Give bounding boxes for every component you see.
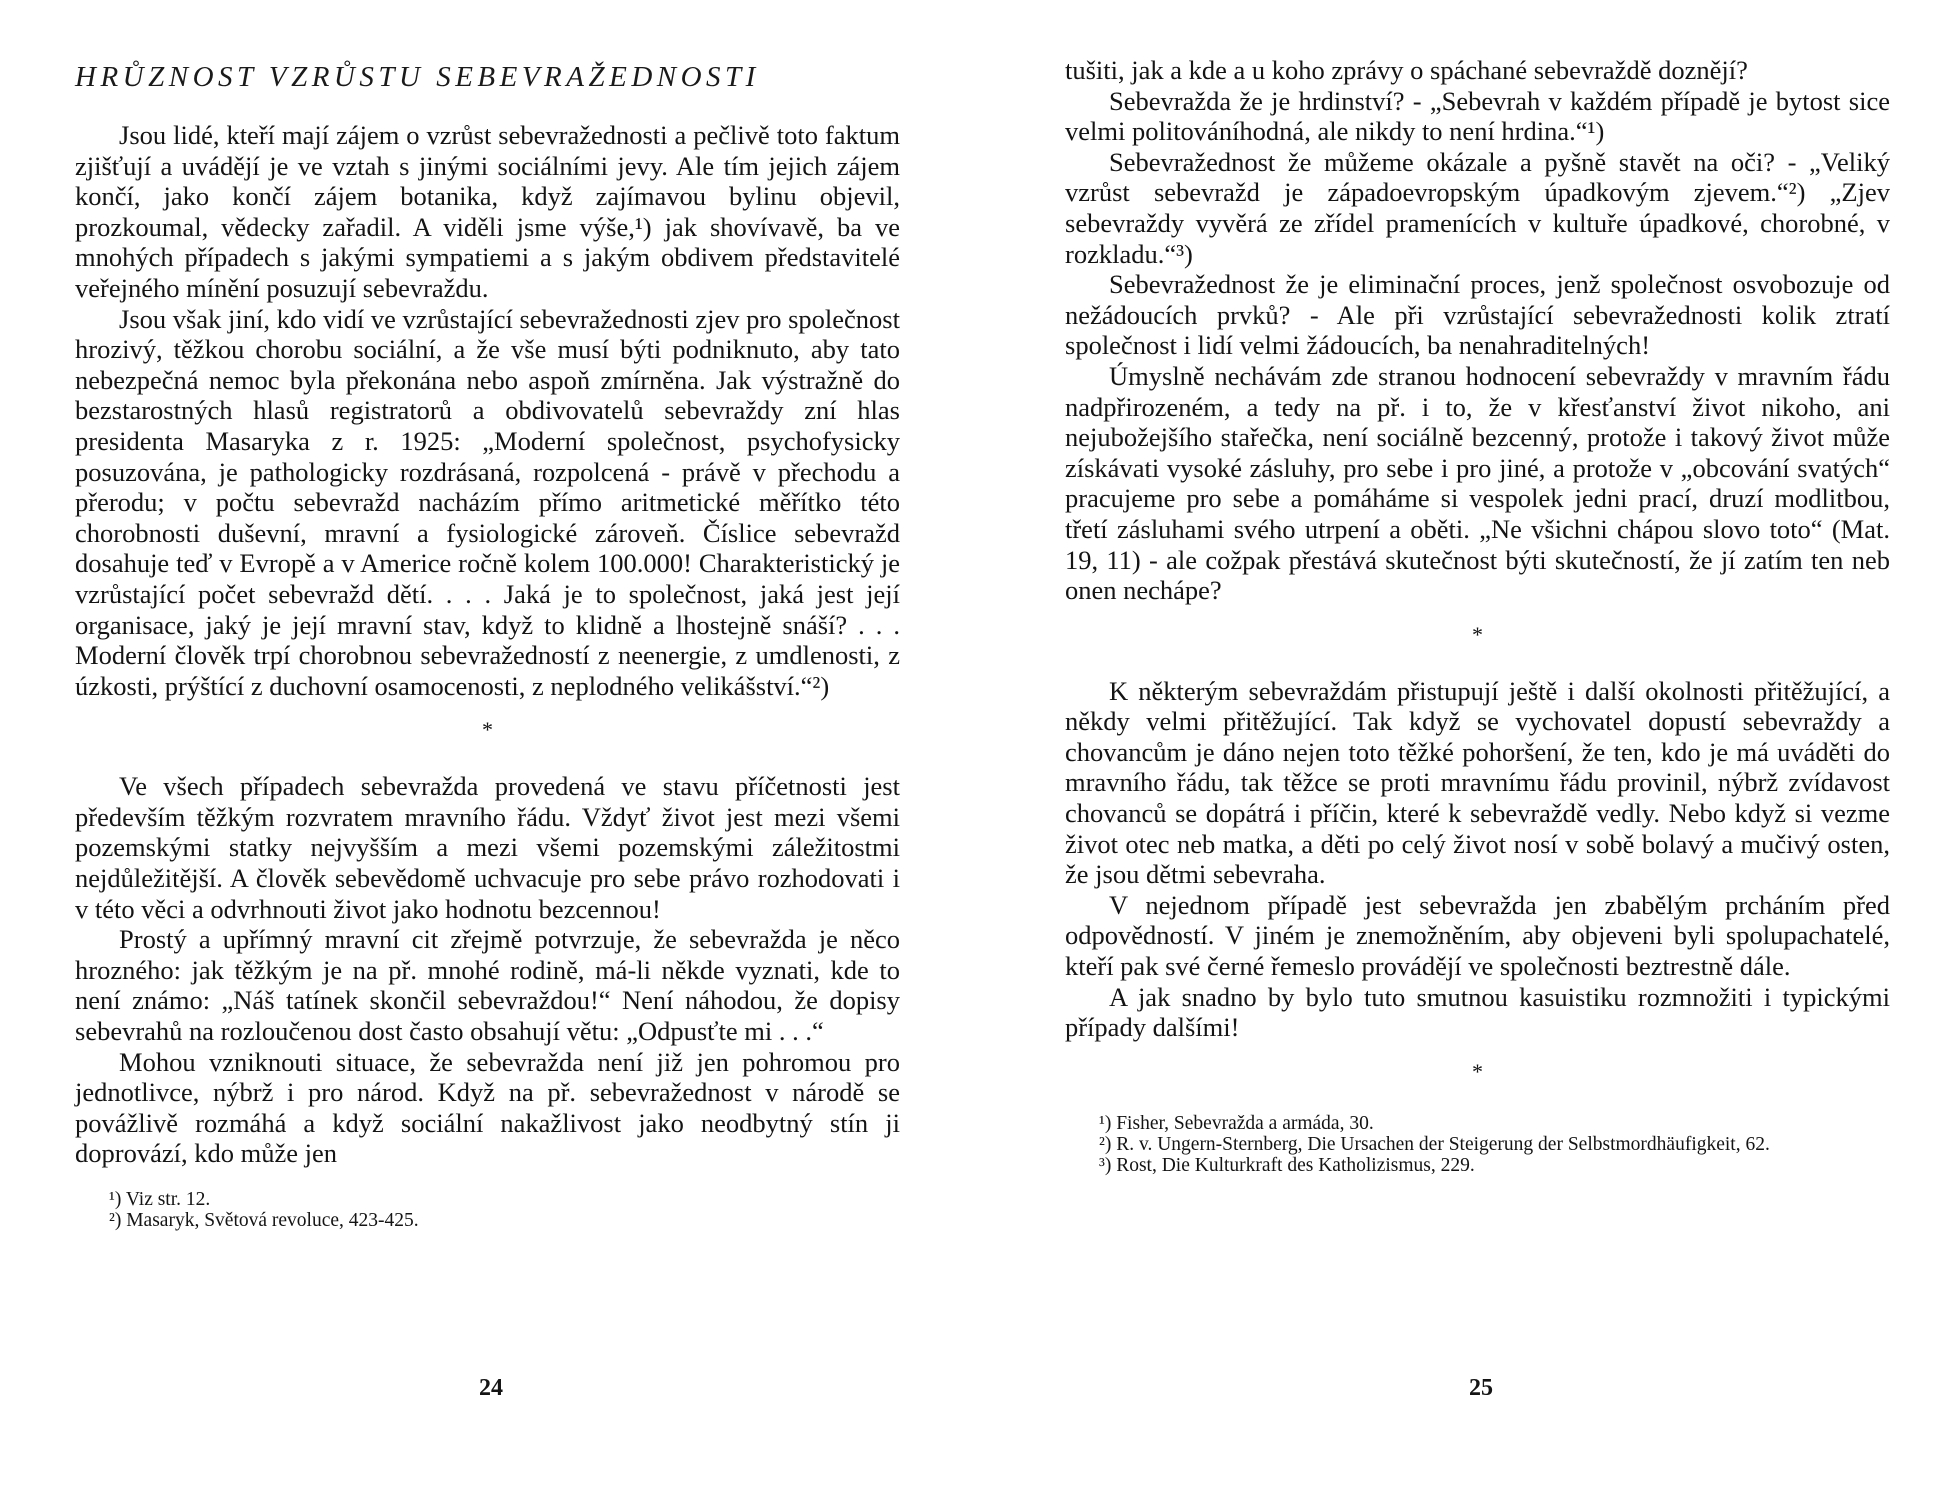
footnote: ¹) Viz str. 12.: [109, 1189, 211, 1210]
paragraph: Sebevražednost že je eliminační proces, jenž společnost osvobozuje od nežádoucích prvků? - Ale při vzrůstající sebevražednosti kolik ztratí společnost i lidí velmi žádoucích, ba nenahraditelných!: [1065, 269, 1890, 361]
section-divider: *: [482, 717, 493, 743]
paragraph: Jsou lidé, kteří mají zájem o vzrůst sebevražednosti a pečlivě toto faktum zjišťují a uvádějí je ve vztah s jinými sociálními jevy. Ale tím jejich zájem končí, jako končí zájem botanika, když zajímavou bylinu objevil, prozkoumal, vědecky zařadil. A viděli jsme výše,¹) jak shovívavě, ba ve mnohých případech s jakými sympatiemi a s jakým obdivem představitelé veřejného mínění posuzují sebevraždu.: [75, 120, 900, 303]
left-page: [75, 55, 900, 1231]
paragraph: Jsou však jiní, kdo vidí ve vzrůstající sebevražednosti zjev pro společnost hrozivý, těžkou chorobu sociální, a že vše musí býti podniknuto, aby tato nebezpečná nemoc byla překonána nebo aspoň zmírněna. Jak výstražně do bezstarostných hlasů registratorů a obdivovatelů sebevraždy zní hlas presidenta Masaryka z r. 1925: „Moderní společnost, psychofysicky posuzována, je pathologicky rozdrásaná, rozpolcená - právě v přechodu a přerodu; v počtu sebevražd nacházím přímo aritmetické měřítko této chorobnosti duševní, mravní a fysiologické zároveň. Číslice sebevražd dosahuje teď v Evropě a v Americe ročně kolem 100.000! Charakteristický je vzrůstající počet sebevražd dětí. . . . Jaká je to společnost, jaká jest její organisace, jaký je její mravní stav, když to klidně a lhostejně snáší? . . . Moderní člověk trpí chorobnou sebevražedností z neenergie, z umdlenosti, z úzkosti, prýštící z duchovní osamocenosti, z neplodného velikášství.“²): [75, 303, 900, 701]
paragraph: K některým sebevraždám přistupují ještě i další okolnosti přitěžující, a někdy velmi přitěžující. Tak když se vychovatel dopustí sebevraždy a chovancům je dáno nejen toto těžké pohoršení, že ten, kdo je má uváděti do mravního řádu, tak těžce se proti mravnímu řádu provinil, nýbrž zvídavost chovanců se dopátrá i příčin, které k sebevraždě vedly. Nebo když si vezme život otec neb matka, a děti po celý život nosí v sobě bolavý a mučivý osten, že jsou dětmi sebevraha.: [1065, 675, 1890, 890]
paragraph: V nejednom případě jest sebevražda jen zbabělým prcháním před odpovědností. V jiném je znemožněním, aby objeveni byli spolupachatelé, kteří pak své černé řemeslo provádějí ve společnosti beztrestně dále.: [1065, 889, 1890, 982]
paragraph: A jak snadno by bylo tuto smutnou kasuistiku rozmnožiti i typickými případy dalšími!: [1065, 981, 1890, 1043]
section-divider: *: [1472, 621, 1483, 647]
paragraph: Ve všech případech sebevražda provedená ve stavu příčetnosti jest především těžkým rozvratem mravního řádu. Vždyť život jest mezi všemi pozemskými statky nejvyšším a mezi všemi pozemskými záležitostmi nejdůležitější. A člověk sebevědomě uchvacuje pro sebe právo rozhodovati i v této věci a odvrhnouti život jako hodnotu bezcennou!: [75, 771, 900, 924]
paragraph: Sebevražednost že můžeme okázale a pyšně stavět na oči? - „Veliký vzrůst sebevražd je západoevropským úpadkovým zjevem.“²) „Zjev sebevraždy vyvěrá ze zřídel pramenících v kultuře úpadkové, chorobné, v rozkladu.“³): [1065, 146, 1890, 269]
footnote: ¹) Fisher, Sebevražda a armáda, 30.: [1099, 1112, 1374, 1134]
footnote: ²) R. v. Ungern-Sternberg, Die Ursachen der Steigerung der Selbstmordhäufigkeit, 62.: [1099, 1133, 1770, 1155]
section-divider: *: [1472, 1058, 1483, 1084]
paragraph: Úmyslně nechávám zde stranou hodnocení sebevraždy v mravním řádu nadpřirozeném, a tedy na př. i to, že v křesťanství život nikoho, ani nejubožejšího stařečka, není sociálně bezcenný, protože i takový život může získávati vysoké zásluhy, pro sebe i pro jiné, a protože v „obcování svatých“ pracujeme pro sebe a pomáháme si vespolek jedni prací, druzí modlitbou, třetí zásluhami svého utrpení a oběti. „Ne všichni chápou slovo toto“ (Mat. 19, 11) - ale cožpak přestává skutečnost býti skutečností, že jí zatím ten neb onen nechápe?: [1065, 360, 1890, 606]
paragraph: Prostý a upřímný mravní cit zřejmě potvrzuje, že sebevražda je něco hrozného: jak těžkým je na př. mnohé rodině, má-li někde vyznati, kde to není známo: „Náš tatínek skončil sebevraždou!“ Není náhodou, že dopisy sebevrahů na rozloučenou dost často obsahují větu: „Odpusťte mi . . .“: [75, 924, 900, 1047]
page-number: 25: [1469, 1375, 1493, 1401]
footnote: ³) Rost, Die Kulturkraft des Katholizismus, 229.: [1099, 1154, 1475, 1176]
paragraph: Mohou vzniknouti situace, že sebevražda není již jen pohromou pro jednotlivce, nýbrž i pro národ. Když na př. sebevražednost v národě se povážlivě rozmáhá a když sociální nakažlivost jako neodbytný stín ji doprovází, kdo může jen: [75, 1046, 900, 1169]
running-head: HRŮZNOST VZRŮSTU SEBEVRAŽEDNOSTI: [75, 61, 760, 93]
footnotes: [75, 1189, 900, 1231]
right-page: [1065, 55, 1890, 1176]
footnote: ²) Masaryk, Světová revoluce, 423-425.: [109, 1210, 419, 1231]
paragraph: tušiti, jak a kde a u koho zprávy o spáchané sebevraždě doznějí?: [1065, 55, 1748, 85]
paragraph: Sebevražda že je hrdinství? - „Sebevrah v každém případě je bytost sice velmi politováníhodná, ale nikdy to není hrdina.“¹): [1065, 85, 1890, 147]
footnotes: [1065, 1113, 1890, 1176]
page-number: 24: [479, 1375, 503, 1401]
